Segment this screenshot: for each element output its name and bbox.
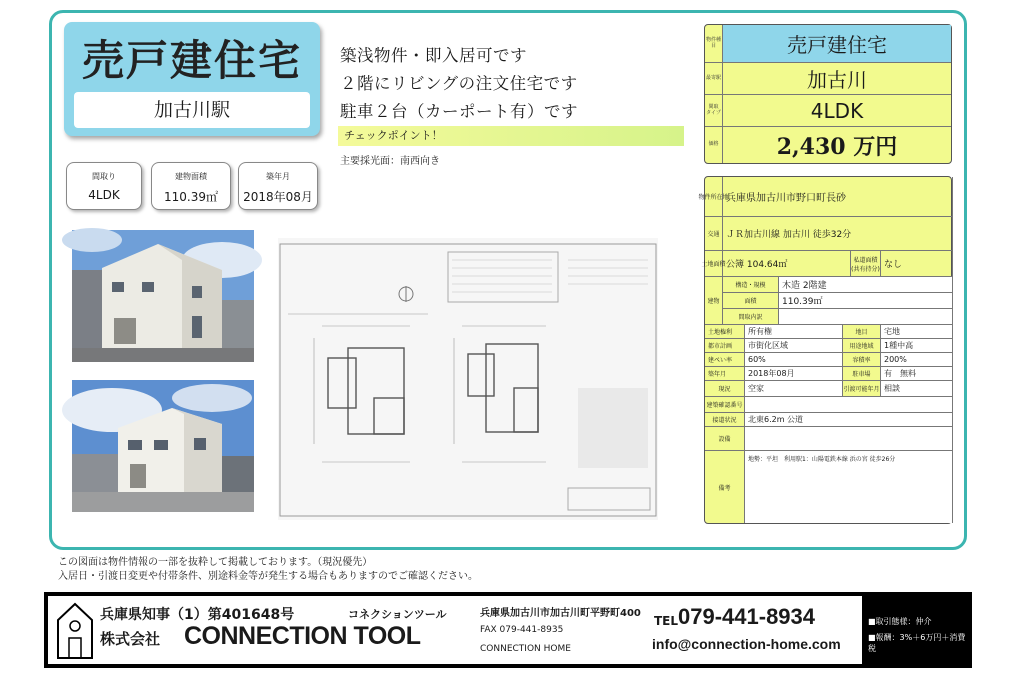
- company-brand: CONNECTION HOME: [480, 644, 571, 654]
- summary-type-value: 売戸建住宅: [723, 25, 951, 62]
- summary-key: 物件種目: [705, 25, 723, 62]
- summary-key: 間取タイプ: [705, 95, 723, 126]
- detail-key: 備考: [705, 451, 745, 523]
- detail-key: 私道面積(共有持分): [851, 251, 881, 277]
- detail-key: 面積: [723, 293, 779, 309]
- summary-table: [704, 24, 952, 164]
- detail-key: 建物: [705, 277, 723, 325]
- detail-key: 接道状況: [705, 413, 745, 427]
- spec-value: 4LDK: [88, 188, 120, 202]
- detail-category: 宅地: [881, 325, 953, 339]
- detail-floor: 110.39㎡: [779, 293, 953, 309]
- detail-planning: 市街化区域: [745, 339, 843, 353]
- detail-facilities: [745, 427, 953, 451]
- detail-key: 物件所在地: [705, 177, 723, 217]
- detail-land: 公簿 104.64㎡: [723, 251, 851, 277]
- detail-rooms: [779, 309, 953, 325]
- detail-key: 地目: [843, 325, 881, 339]
- detail-table: [698, 176, 952, 524]
- detail-key: 土地面積: [705, 251, 723, 277]
- detail-key: 駐車場: [843, 367, 881, 381]
- detail-key: 設備: [705, 427, 745, 451]
- detail-key: 引渡可能年月: [843, 381, 881, 397]
- summary-key: 最寄駅: [705, 63, 723, 94]
- trade-type: ■取引態様：仲介: [868, 617, 932, 626]
- tel-label: TEL: [654, 614, 679, 628]
- company-email[interactable]: info@connection-home.com: [652, 636, 841, 652]
- company-tel[interactable]: 079-441-8934: [678, 604, 816, 629]
- detail-key: 建ぺい率: [705, 353, 745, 367]
- detail-key: 用途地域: [843, 339, 881, 353]
- company-footer: [44, 592, 972, 668]
- detail-zoning: 1種中高: [881, 339, 953, 353]
- detail-key: 現況: [705, 381, 745, 397]
- detail-key: 都市計画: [705, 339, 745, 353]
- summary-station-value: 加古川: [807, 68, 867, 92]
- summary-key: 価格: [705, 127, 723, 163]
- spec-value: 2018年08月: [243, 190, 313, 204]
- detail-key: 容積率: [843, 353, 881, 367]
- note-line: この図面は物件情報の一部を抜粋して掲載しております。（現況優先）: [58, 557, 373, 568]
- detail-structure: 木造 2階建: [779, 277, 953, 293]
- detail-parking: 有 無料: [881, 367, 953, 381]
- detail-remarks: 地勢：平坦 利用駅1：山陽電鉄本線 浜の宮 徒歩26分: [745, 451, 953, 523]
- commission-fee: ■報酬：3%＋6万円＋消費税: [868, 633, 966, 653]
- detail-built: 2018年08月: [745, 367, 843, 381]
- property-type-title: 売戸建住宅: [81, 36, 302, 85]
- detail-status: 空家: [745, 381, 843, 397]
- detail-key: 構造・規模: [723, 277, 779, 293]
- detail-key: 間取内訳: [723, 309, 779, 325]
- floor-plan-drawing: [278, 238, 658, 520]
- catch-line-3: 駐車２台（カーポート有）です: [340, 102, 578, 121]
- footer-panel: [48, 596, 862, 664]
- catch-line-1: 築浅物件・即入居可です: [340, 46, 527, 65]
- summary-price-value: 2,430 万円: [776, 133, 898, 160]
- spec-label: 建物面積: [175, 172, 207, 181]
- company-name: CONNECTION TOOL: [184, 622, 421, 650]
- company-prefix: 株式会社: [100, 630, 161, 648]
- spec-layout: [66, 162, 142, 210]
- detail-access: ＪＲ加古川線 加古川 徒歩32分: [723, 217, 953, 251]
- detail-handover: 相談: [881, 381, 953, 397]
- detail-private-road: なし: [881, 251, 953, 277]
- spec-label: 間取り: [92, 172, 116, 181]
- detail-key: 交通: [705, 217, 723, 251]
- company-kana: コネクションツール: [348, 608, 447, 621]
- check-point-banner: チェックポイント！: [338, 126, 684, 146]
- summary-layout-value: 4LDK: [810, 98, 864, 123]
- detail-key: 土地権利: [705, 325, 745, 339]
- station-name: 加古川駅: [74, 92, 310, 128]
- disclaimer-notes: [58, 556, 478, 584]
- house-photo-side: [72, 380, 254, 512]
- spec-value: 110.39㎡: [164, 190, 218, 204]
- lighting-direction: 主要採光面：南西向き: [340, 156, 440, 167]
- detail-far: 200%: [881, 353, 953, 367]
- note-line: 入居日・引渡日変更や付帯条件、別途料金等が発生する場合もありますのでご確認ください。: [58, 571, 478, 582]
- detail-key: 建築確認番号: [705, 397, 745, 413]
- detail-key: 築年月: [705, 367, 745, 381]
- license-number: 兵庫県知事（1）第401648号: [100, 607, 295, 623]
- house-photo-front: [72, 230, 254, 362]
- detail-location: 兵庫県加古川市野口町長砂: [723, 177, 953, 217]
- house-logo-icon: [56, 602, 94, 664]
- catch-line-2: ２階にリビングの注文住宅です: [340, 74, 578, 93]
- spec-built-date: [238, 162, 318, 210]
- detail-road: 北東6.2m 公道: [745, 413, 953, 427]
- spec-label: 築年月: [266, 172, 290, 181]
- company-fax: FAX 079-441-8935: [480, 625, 564, 635]
- title-card: [64, 22, 320, 136]
- spec-floor-area: [151, 162, 231, 210]
- detail-coverage: 60%: [745, 353, 843, 367]
- detail-rights: 所有権: [745, 325, 843, 339]
- company-address: 兵庫県加古川市加古川町平野町400: [480, 608, 641, 619]
- detail-confirm: [745, 397, 953, 413]
